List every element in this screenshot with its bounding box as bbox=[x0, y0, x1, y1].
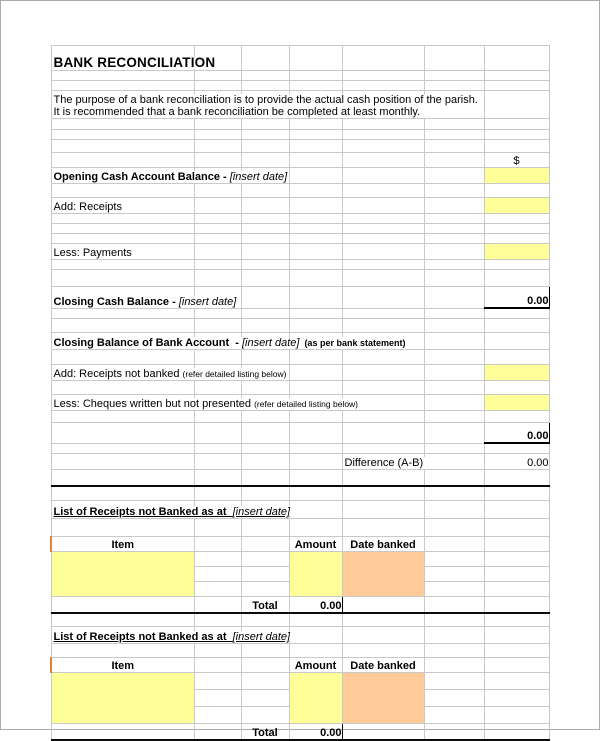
list-1-total-label: Total bbox=[241, 597, 289, 614]
empty-cell bbox=[51, 119, 194, 130]
empty-cell bbox=[51, 350, 194, 365]
empty-cell bbox=[51, 443, 194, 454]
cheques-not-presented-note: (refer detailed listing below) bbox=[254, 399, 359, 409]
list-2-heading-date: [insert date] bbox=[232, 631, 291, 643]
list-1-heading-date: [insert date] bbox=[232, 506, 291, 518]
closing-cash-label: Closing Cash Balance - bbox=[53, 295, 179, 308]
list-2-date-banked-input-cell[interactable] bbox=[342, 673, 424, 724]
bank-reconciliation-sheet bbox=[50, 45, 550, 741]
list-1-heading: List of Receipts not Banked as at bbox=[53, 506, 233, 518]
opening-balance-input-cell[interactable] bbox=[484, 168, 549, 184]
empty-cell bbox=[51, 411, 194, 423]
list-2-item-input-cell[interactable] bbox=[51, 673, 194, 724]
empty-cell bbox=[51, 234, 194, 244]
currency-header: $ bbox=[484, 153, 549, 168]
empty-cell bbox=[51, 486, 194, 501]
empty-cell bbox=[51, 613, 194, 627]
empty-cell bbox=[241, 46, 289, 71]
less-payments-label: Less: Payments bbox=[53, 247, 132, 259]
list-1-amount-input-cell[interactable] bbox=[289, 552, 342, 597]
difference-label: Difference (A-B) bbox=[344, 457, 424, 469]
title-cell bbox=[51, 46, 216, 71]
empty-cell bbox=[289, 46, 342, 71]
page-title: BANK RECONCILIATION bbox=[53, 55, 216, 70]
empty-cell bbox=[51, 140, 194, 153]
closing-bank-label: Closing Balance of Bank Account - bbox=[53, 337, 242, 349]
cheques-not-presented-label: Less: Cheques written but not presented bbox=[53, 398, 255, 410]
list-1-total-value: 0.00 bbox=[289, 597, 342, 614]
list-2-total-label: Total bbox=[241, 724, 289, 741]
list-1-amount-column-header: Amount bbox=[289, 537, 342, 552]
list-1-date-banked-column-header: Date banked bbox=[342, 537, 424, 552]
empty-cell bbox=[51, 644, 194, 658]
receipts-not-banked-label: Add: Receipts not banked bbox=[53, 368, 183, 380]
opening-balance-date-placeholder: [insert date] bbox=[229, 171, 288, 183]
list-1-item-input-cell[interactable] bbox=[51, 552, 194, 597]
opening-balance-row bbox=[51, 168, 288, 184]
empty-cell bbox=[51, 519, 194, 537]
empty-cell bbox=[51, 184, 194, 198]
empty-cell bbox=[51, 381, 194, 395]
empty-cell bbox=[51, 319, 194, 333]
empty-cell bbox=[51, 130, 194, 140]
list-2-date-banked-column-header: Date banked bbox=[342, 658, 424, 673]
intro-text bbox=[52, 94, 480, 118]
payments-input-cell[interactable] bbox=[484, 244, 549, 260]
empty-cell bbox=[51, 214, 194, 224]
closing-cash-date-placeholder: [insert date] bbox=[178, 295, 237, 308]
cheques-not-presented-input-cell[interactable] bbox=[484, 395, 549, 411]
closing-cash-value: 0.00 bbox=[484, 287, 549, 309]
receipts-not-banked-input-cell[interactable] bbox=[484, 365, 549, 381]
empty-cell bbox=[484, 46, 549, 71]
intro-cell bbox=[51, 91, 478, 119]
intro-line-1: The purpose of a bank reconciliation is to provide the actual cash position of the parish. bbox=[53, 94, 478, 106]
opening-balance-label: Opening Cash Account Balance - bbox=[53, 171, 230, 183]
receipts-not-banked-note: (refer detailed listing below) bbox=[182, 369, 287, 379]
list-2-heading: List of Receipts not Banked as at bbox=[53, 631, 233, 643]
empty-cell bbox=[51, 308, 194, 319]
list-2-total-value: 0.00 bbox=[289, 724, 342, 741]
add-receipts-label: Add: Receipts bbox=[53, 201, 122, 213]
list-1-item-column-header: Item bbox=[51, 537, 194, 552]
difference-value: 0.00 bbox=[484, 454, 549, 470]
empty-cell bbox=[342, 46, 424, 71]
empty-cell bbox=[51, 81, 194, 91]
list-2-item-column-header: Item bbox=[51, 658, 194, 673]
empty-cell bbox=[51, 224, 194, 234]
bank-statement-note: (as per bank statement) bbox=[299, 338, 406, 348]
empty-cell bbox=[51, 71, 194, 81]
empty-cell bbox=[51, 260, 194, 270]
bank-reconciled-total-value: 0.00 bbox=[484, 423, 549, 444]
list-2-amount-column-header: Amount bbox=[289, 658, 342, 673]
receipts-input-cell[interactable] bbox=[484, 198, 549, 214]
empty-cell bbox=[51, 270, 194, 287]
closing-bank-date-placeholder: [insert date] bbox=[241, 337, 300, 349]
intro-line-2: It is recommended that a bank reconciliation be completed at least monthly. bbox=[53, 106, 421, 118]
empty-cell bbox=[424, 46, 484, 71]
list-2-amount-input-cell[interactable] bbox=[289, 673, 342, 724]
list-1-date-banked-input-cell[interactable] bbox=[342, 552, 424, 597]
empty-cell bbox=[51, 470, 194, 487]
